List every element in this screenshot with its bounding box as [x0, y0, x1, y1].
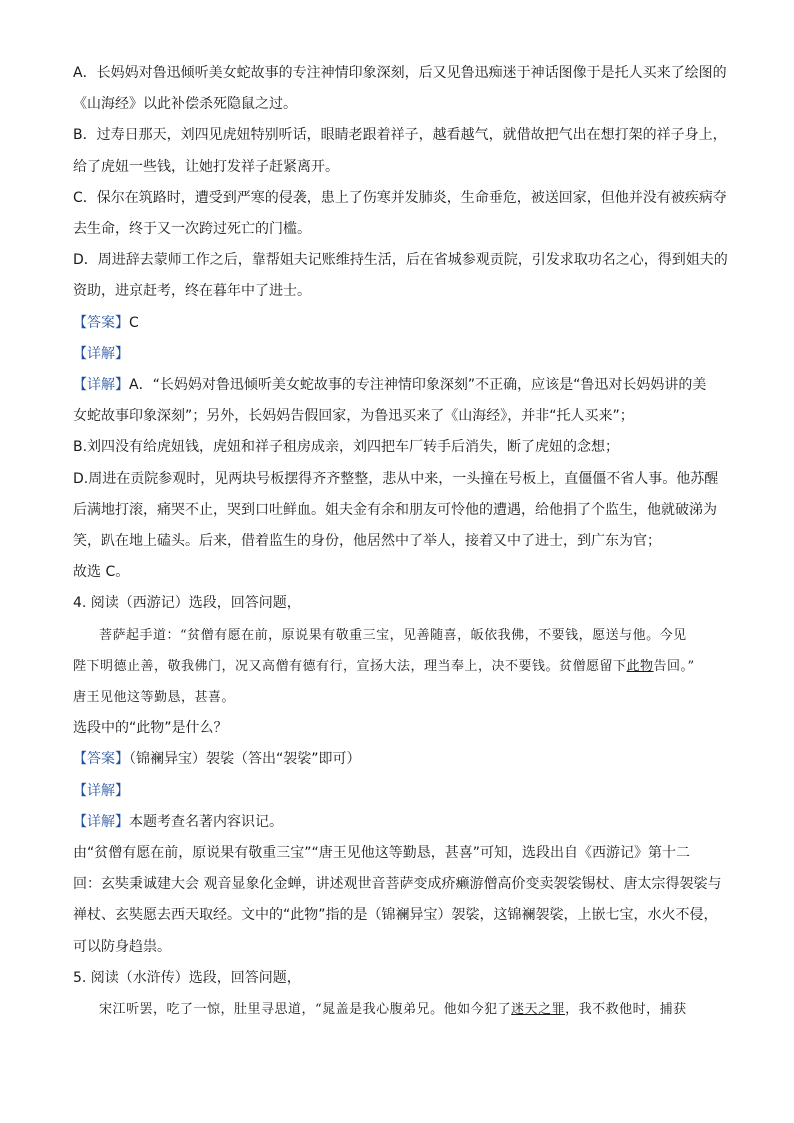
passage-text: 陛下明德止善，敬我佛门，况又高僧有德有行，宣扬大法，理当奉上，决不要钱。贫僧愿留下 [73, 658, 627, 674]
option-c-line-1: C．保尔在筑路时，遭受到严寒的侵袭，患上了伤寒并发肺炎，生命垂危，被送回家，但他并没有被疾病夺 [73, 189, 727, 206]
q3-conclusion: 故选 C。 [73, 564, 130, 581]
underlined-phrase: 此物 [626, 658, 654, 674]
answer-value: （锦襕异宝）袈裟（答出“袈裟”即可） [129, 751, 361, 768]
underlined-phrase: 迷天之罪 [511, 1002, 566, 1018]
q4-question: 选段中的“此物”是什么？ [73, 720, 228, 737]
q3-detail-line-6: 笑，趴在地上磕头。后来，借着监生的身份，他居然中了举人，接着又中了进士，到广东为官； [73, 533, 661, 550]
q5-stem: 5. 阅读（水浒传）选段，回答问题， [73, 969, 301, 986]
q4-passage-line-2 [73, 651, 723, 682]
q3-detail-heading: 【详解】 [73, 345, 129, 362]
q5-passage-line-1 [73, 994, 723, 1025]
option-d-line-2: 资助，进京赶考，终在暮年中了进士。 [73, 283, 311, 300]
q3-detail-line-3: B.刘四没有给虎妞钱，虎妞和祥子租房成亲，刘四把车厂转手后消失，断了虎妞的念想； [73, 439, 620, 456]
answer-tag: 【答案】 [73, 314, 129, 331]
passage-text: 告回。” [653, 658, 695, 674]
answer-value: C [129, 314, 139, 331]
option-a-line-2: 《山海经》以此补偿杀死隐鼠之过。 [73, 96, 297, 113]
option-c-line-2: 去生命，终于又一次跨过死亡的门槛。 [73, 221, 311, 238]
detail-text: 本题考查名著内容识记。 [129, 813, 283, 830]
q4-stem: 4. 阅读（西游记）选段，回答问题， [73, 595, 301, 612]
q3-detail-line-5: 后满地打滚，痛哭不止，哭到口吐鲜血。姐夫金有余和朋友可怜他的遭遇，给他捐了个监生，他就破涕为 [73, 501, 717, 518]
passage-text: 宋江听罢，吃了一惊，肚里寻思道，“晁盖是我心腹弟兄。他如今犯了 [99, 1002, 512, 1018]
q4-detail-line-2: 由“贫僧有愿在前，原说果有敬重三宝”“唐王见他这等勤恳，甚喜”可知，选段出自《西游记》第十二 [73, 845, 691, 862]
q4-answer [73, 744, 723, 775]
q4-detail-line-3: 回：玄奘秉诚建大会 观音显象化金蝉，讲述观世音菩萨变成疥癞游僧高价变卖袈裟锡杖、唐太宗得袈裟与 [73, 876, 722, 893]
option-a-line-1: A．长妈妈对鲁迅倾听美女蛇故事的专注神情印象深刻，后又见鲁迅痴迷于神话图像于是托人买来了绘图的 [73, 65, 727, 81]
detail-text: A．“长妈妈对鲁迅倾听美女蛇故事的专注神情印象深刻”不正确，应该是“鲁迅对长妈妈讲的美 [129, 377, 707, 394]
q3-answer [73, 308, 723, 339]
q3-detail-line-2: 女蛇故事印象深刻”；另外，长妈妈告假回家，为鲁迅买来了《山海经》，并非“托人买来”； [73, 408, 634, 425]
q4-detail-line-1 [73, 807, 723, 838]
option-b-line-1: B．过寿日那天，刘四见虎妞特别听话，眼睛老跟着祥子，越看越气，就借故把气出在想打架的祥子身上， [73, 127, 727, 144]
detail-tag: 【详解】 [73, 813, 129, 830]
q4-passage-line-1: 菩萨起手道：“贫僧有愿在前，原说果有敬重三宝，见善随喜，皈依我佛，不要钱，愿送与他。今见 [99, 627, 687, 643]
detail-tag: 【详解】 [73, 377, 129, 394]
q3-detail-line-4: D.周进在贡院参观时，见两块号板摆得齐齐整整，悲从中来，一头撞在号板上，直僵僵不省人事。他苏醒 [73, 470, 719, 487]
document-page [73, 58, 728, 1025]
option-d-line-1: D．周进辞去蒙师工作之后，靠帮姐夫记账维持生活，后在省城参观贡院，引发求取功名之心，得到姐夫的 [73, 252, 728, 269]
q3-detail-line-1 [73, 370, 723, 401]
option-b-line-2: 给了虎妞一些钱，让她打发祥子赶紧离开。 [73, 158, 339, 175]
passage-text: ，我不救他时，捕获 [565, 1002, 687, 1018]
q4-detail-line-4: 禅杖、玄奘愿去西天取经。文中的“此物”指的是（锦襕异宝）袈裟，这锦襕袈裟，上嵌七宝，水火不侵， [73, 907, 718, 924]
answer-tag: 【答案】 [73, 751, 129, 768]
q4-detail-heading: 【详解】 [73, 782, 129, 799]
q4-detail-line-5: 可以防身趋祟。 [73, 938, 171, 955]
q4-passage-line-3: 唐王见他这等勤恳，甚喜。 [73, 690, 236, 706]
